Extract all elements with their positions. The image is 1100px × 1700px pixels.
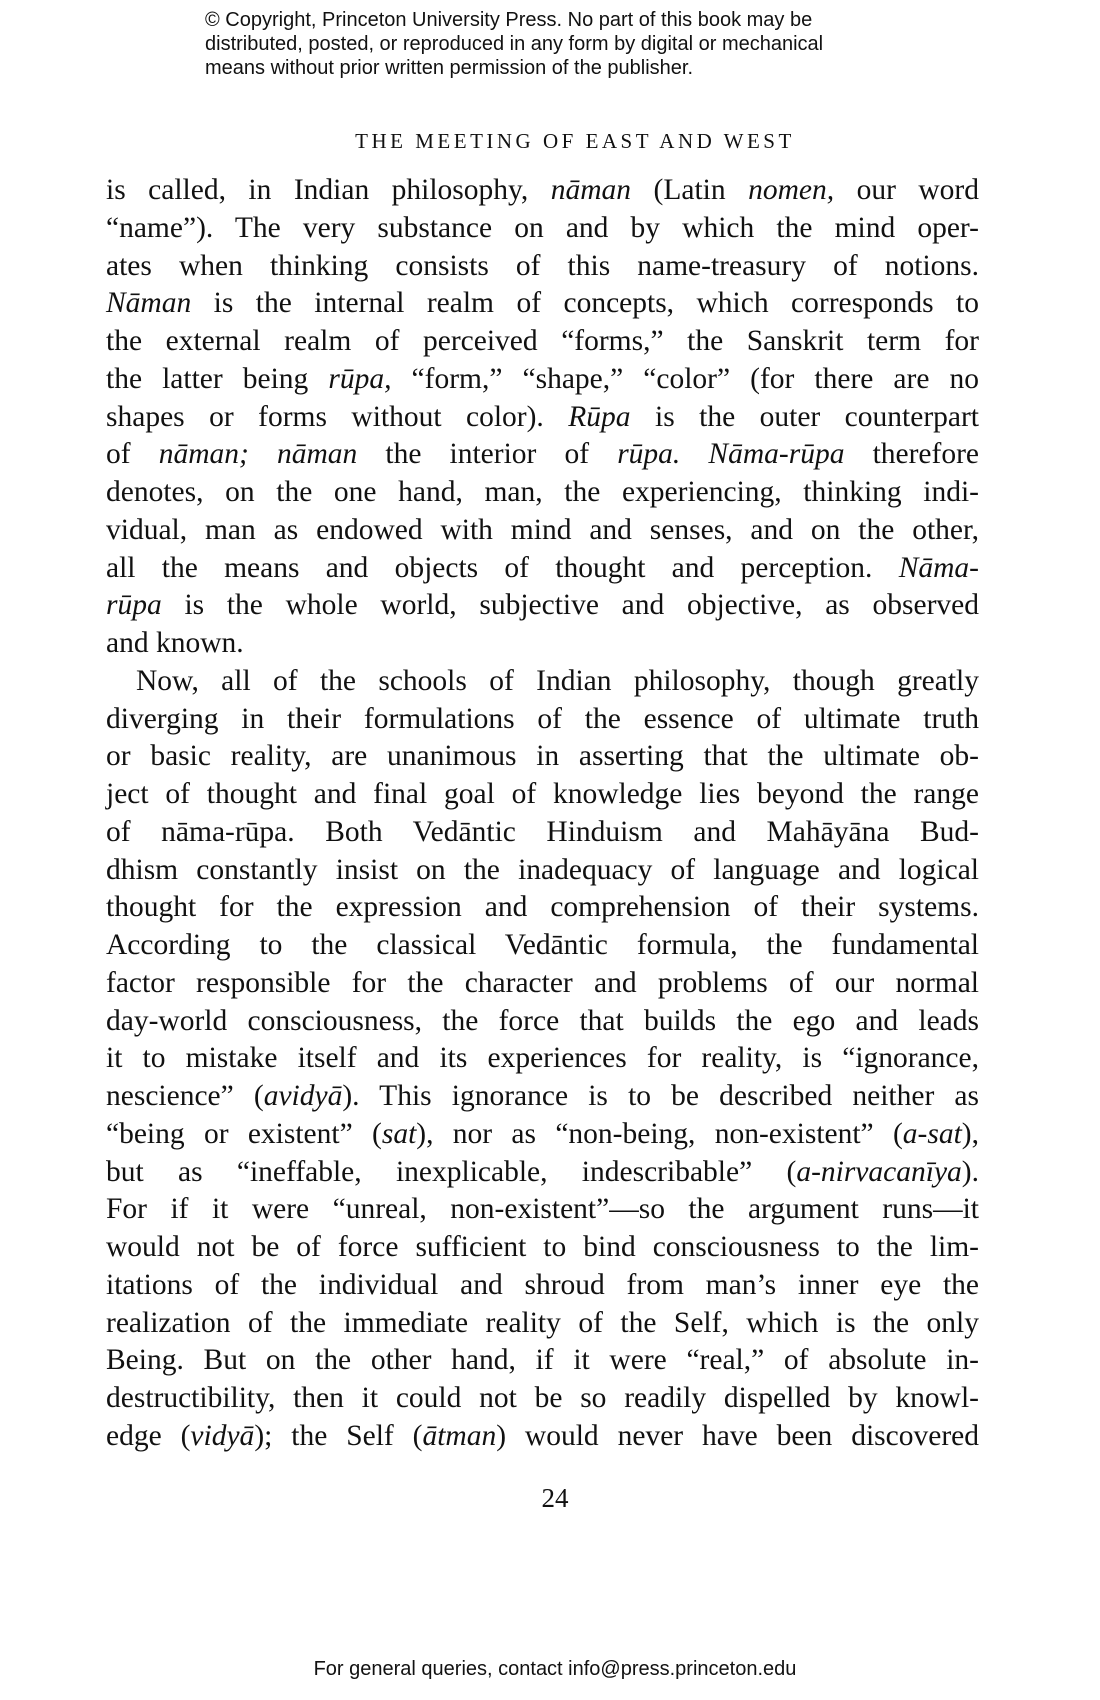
text-line: shapes or forms without color). Rūpa is the outer counterpart xyxy=(106,400,980,433)
copyright-line: distributed, posted, or reproduced in any form by digital or mechanical xyxy=(205,33,824,55)
text-line: the external realm of perceived “forms,” the Sanskrit term for xyxy=(106,325,979,357)
text-line: “name”). The very substance on and by which the mind oper- xyxy=(106,211,979,244)
text-line: ject of thought and final goal of knowledge lies beyond the range xyxy=(106,778,979,810)
text-line: destructibility, then it could not be so readily dispelled by knowl- xyxy=(106,1382,979,1414)
text-line: factor responsible for the character and problems of our normal xyxy=(106,966,979,999)
paragraph xyxy=(106,663,979,1456)
text-line: but as “ineffable, inexplicable, indescribable” (a-nirvacanīya). xyxy=(106,1155,979,1188)
copyright-line: © Copyright, Princeton University Press. No part of this book may be xyxy=(205,9,813,31)
text-line: ates when thinking consists of this name-treasury of notions. xyxy=(106,249,979,282)
text-line: Now, all of the schools of Indian philosophy, though greatly xyxy=(136,664,979,697)
text-line: nescience” (avidyā). This ignorance is to be described neither as xyxy=(106,1080,979,1112)
text-line: dhism constantly insist on the inadequacy of language and logical xyxy=(106,853,979,886)
text-line: rūpa is the whole world, subjective and objective, as observed xyxy=(106,589,979,622)
text-line: itations of the individual and shroud from man’s inner eye the xyxy=(106,1268,979,1301)
paragraph xyxy=(106,172,979,663)
text-line: For if it were “unreal, non-existent”—so the argument runs—it xyxy=(106,1193,979,1226)
running-head: THE MEETING OF EAST AND WEST xyxy=(355,129,795,153)
text-line: According to the classical Vedāntic formula, the fundamental xyxy=(106,929,979,961)
text-line: of nāman; nāman the interior of rūpa. Nāma-rūpa therefore xyxy=(106,438,980,471)
text-line: “being or existent” (sat), nor as “non-being, non-existent” (a-sat), xyxy=(106,1117,979,1150)
text-line: Nāman is the internal realm of concepts, which corresponds to xyxy=(106,287,979,320)
text-line: or basic reality, are unanimous in asserting that the ultimate ob- xyxy=(106,740,979,773)
text-line: Being. But on the other hand, if it were “real,” of absolute in- xyxy=(106,1344,979,1377)
footer-contact: For general queries, contact info@press.princeton.edu xyxy=(313,1658,797,1680)
text-line: of nāma-rūpa. Both Vedāntic Hinduism and Mahāyāna Bud- xyxy=(106,815,979,848)
text-line: all the means and objects of thought and perception. Nāma- xyxy=(106,551,979,584)
copyright-line: means without prior written permission of the publisher. xyxy=(205,57,694,79)
text-line: day-world consciousness, the force that builds the ego and leads xyxy=(106,1004,979,1037)
text-line: diverging in their formulations of the essence of ultimate truth xyxy=(106,702,979,735)
text-line: denotes, on the one hand, man, the experiencing, thinking indi- xyxy=(106,476,979,508)
text-line: the latter being rūpa, “form,” “shape,” “color” (for there are no xyxy=(106,362,979,395)
text-line: it to mistake itself and its experiences for reality, is “ignorance, xyxy=(106,1042,979,1075)
page-number: 24 xyxy=(541,1483,569,1513)
text-line: thought for the expression and comprehension of their systems. xyxy=(106,891,979,924)
text-line: edge (vidyā); the Self (ātman) would never have been discovered xyxy=(106,1419,979,1452)
text-line: realization of the immediate reality of the Self, which is the only xyxy=(106,1306,979,1339)
body-text xyxy=(106,172,979,1456)
text-line: is called, in Indian philosophy, nāman (Latin nomen, our word xyxy=(106,174,979,206)
copyright-notice xyxy=(205,8,925,80)
text-line: vidual, man as endowed with mind and senses, and on the other, xyxy=(106,513,979,546)
text-line: and known. xyxy=(106,627,244,659)
text-line: would not be of force sufficient to bind consciousness to the lim- xyxy=(106,1231,979,1263)
